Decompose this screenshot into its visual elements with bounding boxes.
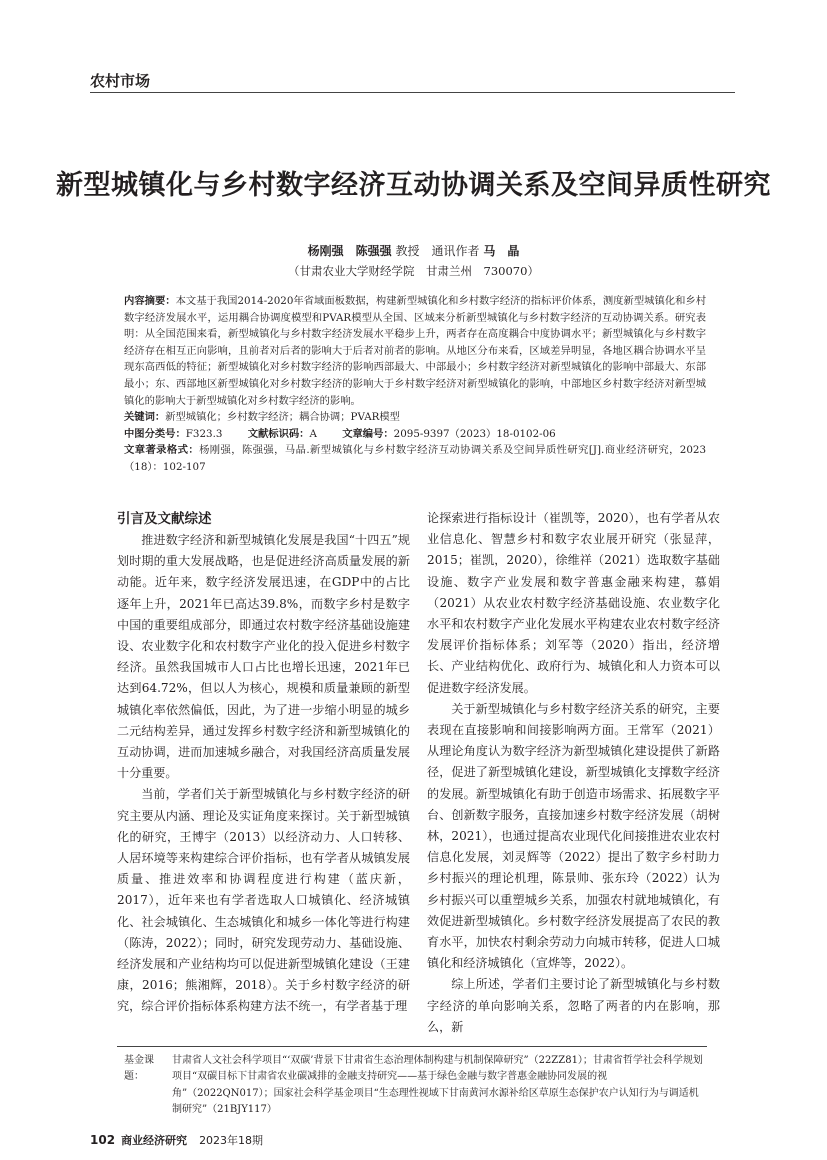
abstract-text: 本文基于我国2014-2020年省域面板数据，构建新型城镇化和乡村数字经济的指标评价体系，测度新型城镇化和乡村数字经济发展水平，运用耦合协调度模型和PVAR模型从全国、区域来分析新型城镇化与乡村数字经济的互动协调关系。研究表明：从全国范围来看，新型城镇化与乡村数字经济发展水平稳步上升，两者存在高度耦合中度协调水平；新型城镇化与乡村数字经济存在相互正向影响，且前者对后者的影响大于后者对前者的影响。从地区分布来看，区域差异明显，各地区耦合协调水平呈现东高西低的特征；新型城镇化对乡村数字经济的影响西部最大、中部最小；乡村数字经济对新型城镇化的影响中部最大、东部最小；东、西部地区新型城镇化对乡村数字经济的影响大于乡村数字经济对新型城镇化的影响，中部地区乡村数字经济对新型城镇化的影响大于新型城镇化对乡村数字经济的影响。 [124,295,707,407]
body-column-left [117,508,410,1038]
page-footer [90,1118,827,1148]
citation-text: 杨刚强，陈强强，马晶.新型城镇化与乡村数字经济互动协调关系及空间异质性研究[J].商业经济研究，2023（18）：102-107 [124,444,706,473]
authors [0,242,827,259]
body-paragraph: 关于新型城镇化与乡村数字经济关系的研究，主要表现在直接影响和间接影响两方面。王常军（2021）从理论角度认为数字经济为新型城镇化建设提供了新路径，促进了新型城镇化建设，新型城镇化支撑数字经济的发展。新型城镇化有助于创造市场需求、拓展数字平台、创新数字服务，直接加速乡村数字经济发展（胡树林，2021），也通过提高农业现代化间接推进农业农村信息化发展，刘灵辉等（2022）提出了数字乡村助力乡村振兴的理论机理，陈景帅、张东玲（2022）认为乡村振兴可以重塑城乡关系，加强农村就地城镇化，有效促进新型城镇化。乡村数字经济发展提高了农民的教育水平，加快农村剩余劳动力向城市转移，促进人口城镇化和经济城镇化（宣烨等，2022）。 [427,701,720,971]
citation-label: 文章著录格式： [124,444,200,457]
article-no-label: 文章编号： [342,427,394,440]
article-no-value: 2095-9397（2023）18-0102-06 [393,427,556,440]
issue: 2023年18期 [199,1134,264,1148]
body-paragraph: 当前，学者们关于新型城镇化与乡村数字经济的研究主要从内涵、理论及实证角度来探讨。关于新型城镇化的研究，王博宇（2013）以经济动力、人口转移、人居环境等来构建综合评价指标，也有学者从城镇发展质量、推进效率和协调程度进行构建（蓝庆新，2017），近年来也有学者选取人口城镇化、经济城镇化、社会城镇化、生态城镇化和城乡一体化等进行构建（陈涛，2022）；同时，研究发现劳动力、基础设施、经济发展和产业结构均可以促进新型城镇化建设（王建康，2016；熊湘辉，2018）。关于乡村数字经济的研究，综合评价指标体系构建方法不统一，有学者基于理 [117,787,410,1014]
footnote-divider [117,1046,707,1047]
clc-value: F323.3 [185,427,223,440]
fund-label: 基金课题： [124,1055,154,1083]
doc-code-label: 文献标识码： [247,427,310,440]
clc-label: 中图分类号： [124,427,186,440]
lower-content [0,508,827,1148]
affiliation: （甘肃农业大学财经学院 甘肃兰州 730070） [288,264,539,278]
body-paragraph: 综上所述，学者们主要讨论了新型城镇化与乡村数字经济的单向影响关系，忽略了两者的内在影响，那么，新 [427,977,720,1034]
section-heading: 引言及文献综述 [117,511,212,527]
abstract-block [124,293,706,476]
fund-text: 甘肃省人文社会科学项目“‘双碳’背景下甘肃省生态治理体制构建与机制保障研究”（22ZZ81）；甘肃省哲学社会科学规划项目“双碳目标下甘肃省农业碳减排的金融支持研究——基于绿色金融与数字普惠金融协同发展的视角”（2022QN017）；国家社会科学基金项目“生态理性视域下甘南黄河水源补给区草原生态保护农户认知行为与调适机制研究”（21BJY117） [172,1055,703,1115]
body-column-right [427,508,720,1038]
body-paragraph: 推进数字经济和新型城镇化发展是我国“十四五”规划时期的重大发展战略，也是促进经济高质量发展的新动能。近年来，数字经济发展迅速，在GDP中的占比逐年上升，2021年已高达39.8%，而数字乡村是数字中国的重要组成部分，即通过农村数字经济基础设施建设、农业数字化和农村数字产业化的投入促进乡村数字经济。虽然我国城市人口占比也增长迅速，2021年已达到64.72%，但以人为核心，规模和质量兼顾的新型城镇化率依然偏低，因此，为了进一步缩小明显的城乡二元结构差异，通过发挥乡村数字经济和新型城镇化的互动协调，进而加速城乡融合，对我国经济高质量发展十分重要。 [117,533,410,781]
author-role: 教授 通讯作者 [395,244,480,258]
body-paragraph: 论探索进行指标设计（崔凯等，2020），也有学者从农业信息化、智慧乡村和数字农业展开研究（张显萍，2015；崔凯，2020），徐维祥（2021）选取数字基础设施、数字产业发展和数字普惠金融来构建，慕娟（2021）从农业农村数字经济基础设施、农业数字化水平和农村数字产业化发展水平构建农业农村数字经济发展评价指标体系；刘军等（2020）指出，经济增长、产业结构优化、政府行为、城镇化和人力资本可以促进数字经济发展。 [427,511,720,695]
author-names: 杨刚强 陈强强 [307,244,392,258]
fund-footnote [124,1053,706,1118]
keywords-label: 关键词： [124,411,166,424]
abstract-label: 内容摘要： [124,295,176,307]
doc-code-value: A [309,427,317,440]
body-columns [0,508,827,1038]
page-number: 102 [90,1133,116,1148]
paper-title: 新型城镇化与乡村数字经济互动协调关系及空间异质性研究 [56,170,771,201]
header-divider [90,92,735,93]
author-last: 马 晶 [483,244,520,258]
journal-name: 商业经济研究 [121,1134,188,1148]
keywords: 新型城镇化；乡村数字经济；耦合协调；PVAR模型 [165,411,400,424]
section-label: 农村市场 [90,72,151,90]
